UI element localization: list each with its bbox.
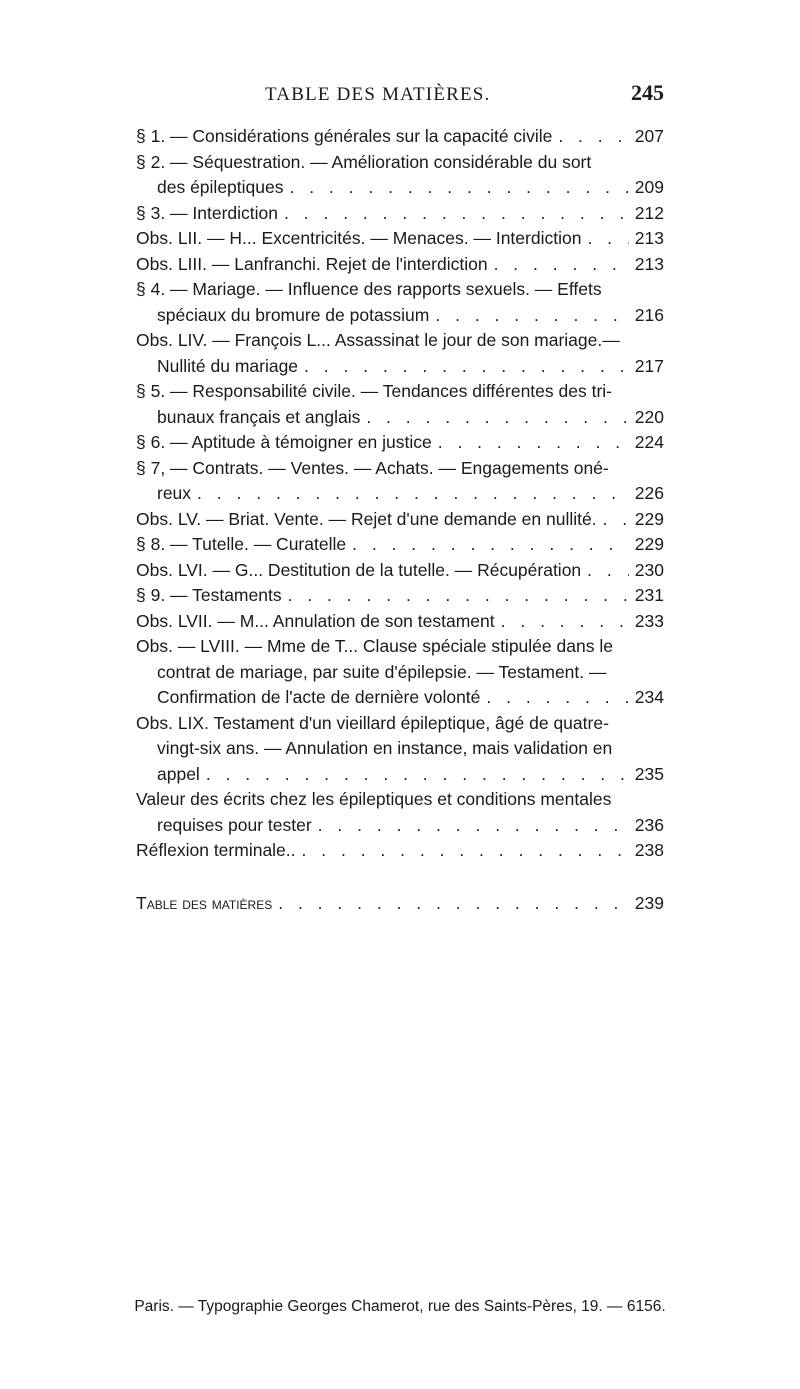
toc-entry-text: appel: [157, 763, 200, 784]
toc-entry-text: Obs. LIX. Testament d'un vieillard épileptique, âgé de quatre-: [136, 712, 609, 733]
toc-entry-line: [136, 634, 664, 660]
toc-entry-line: [136, 328, 664, 354]
toc-entry-line: [136, 379, 664, 405]
dot-leader: [494, 252, 629, 278]
toc-entry-continuation: [136, 685, 664, 711]
toc-entry-text: requises pour tester: [157, 814, 312, 835]
toc-page-number: 209: [634, 177, 664, 197]
toc-entry-line: [136, 456, 664, 482]
toc-entry-table-des-matieres: [136, 891, 664, 917]
toc-entry-line: [136, 226, 664, 252]
toc-entry-line: [136, 277, 664, 303]
toc-page-number: 213: [634, 228, 664, 248]
toc-entry-text: reux: [157, 483, 192, 503]
dot-leader: [603, 507, 629, 533]
page-number: 245: [631, 80, 664, 105]
toc-page-number: 224: [634, 432, 664, 452]
toc-entry-text: § 6. — Aptitude à témoigner en justice: [136, 432, 432, 452]
dot-leader: [304, 354, 629, 380]
toc-entry-line: [136, 507, 664, 533]
toc-page-number: 233: [634, 610, 664, 631]
toc-entry-text: § 2. — Séquestration. — Amélioration considérable du sort: [136, 151, 592, 172]
toc-entry-line: [136, 583, 664, 609]
dot-leader: [587, 226, 628, 252]
toc-entry: [136, 379, 664, 430]
dot-leader: [352, 532, 629, 558]
toc-page-number: 229: [634, 534, 664, 554]
toc-entry: [136, 201, 664, 227]
toc-entry-text: § 3. — Interdiction: [136, 202, 279, 223]
toc-page-number: 216: [634, 304, 664, 325]
toc-page-number: 234: [634, 687, 664, 707]
toc-entry: [136, 532, 664, 558]
toc-entry-text: des épileptiques: [157, 177, 284, 197]
toc-entry-text: § 5. — Responsabilité civile. — Tendances différentes des tri-: [136, 381, 612, 401]
dot-leader: [284, 201, 629, 227]
toc-entry: [136, 787, 664, 838]
toc-page-number: 207: [634, 126, 664, 146]
toc-entry-label: Table des matières: [136, 892, 273, 913]
toc-page-number: 217: [634, 355, 664, 376]
toc-entry-text: bunaux français et anglais: [157, 406, 361, 427]
toc-entry-text: § 1. — Considérations générales sur la capacité civile: [136, 126, 553, 146]
toc-entry-line: [136, 711, 664, 737]
toc-entry-continuation: [136, 303, 664, 329]
toc-entry: [136, 456, 664, 507]
toc-entry-text: Réflexion terminale..: [136, 840, 296, 860]
dot-leader: [435, 303, 628, 329]
toc-entry-line: [136, 532, 664, 558]
dot-leader: [206, 762, 629, 788]
toc-entry-continuation: [136, 405, 664, 431]
toc-entry-text: vingt-six ans. — Annulation en instance, mais validation en: [157, 738, 613, 758]
dot-leader: [501, 609, 629, 635]
toc-entry-line: [136, 252, 664, 278]
toc-entry-continuation: [136, 660, 664, 686]
dot-leader: [197, 481, 629, 507]
toc-entry-continuation: [136, 736, 664, 762]
toc-page-number: 229: [634, 508, 664, 529]
toc-entry-text: Obs. LVI. — G... Destitution de la tutelle. — Récupération: [136, 559, 582, 580]
toc-entry: [136, 277, 664, 328]
toc-entry: [136, 609, 664, 635]
toc-page-number: 220: [634, 406, 664, 427]
toc-entry-text: contrat de mariage, par suite d'épilepsie. — Testament. —: [157, 661, 607, 682]
toc-entry-text: Obs. LVII. — M... Annulation de son testament: [136, 610, 495, 631]
toc-entry-line: [136, 150, 664, 176]
toc-entry-line: [136, 787, 664, 813]
toc-entry: [136, 328, 664, 379]
toc-entry-continuation: [136, 354, 664, 380]
toc-entry: [136, 507, 664, 533]
toc-entry: [136, 226, 664, 252]
toc-entry-text: § 4. — Mariage. — Influence des rapports sexuels. — Effets: [136, 279, 602, 299]
dot-leader: [558, 124, 628, 150]
dot-leader: [289, 175, 628, 201]
toc-entry-text: § 9. — Testaments: [136, 585, 282, 605]
toc-page-number: 239: [634, 892, 664, 913]
toc-page-number: 236: [634, 814, 664, 835]
toc-entry-text: Confirmation de l'acte de dernière volonté: [157, 687, 481, 707]
toc-page-number: 213: [634, 253, 664, 274]
toc-entry-text: Obs. LIV. — François L... Assassinat le jour de son mariage.—: [136, 330, 620, 350]
dot-leader: [587, 558, 629, 584]
toc-entry-text: Obs. — LVIII. — Mme de T... Clause spéciale stipulée dans le: [136, 636, 613, 656]
toc-entry: [136, 583, 664, 609]
toc-page-number: 238: [634, 840, 664, 860]
toc-entry-line: [136, 838, 664, 864]
dot-leader: [318, 813, 629, 839]
toc-entry-line: [136, 558, 664, 584]
toc-entry-text: Obs. LII. — H... Excentricités. — Menaces. — Interdiction: [136, 228, 582, 248]
dot-leader: [302, 838, 629, 864]
toc-entry: [136, 711, 664, 788]
toc-entry: [136, 430, 664, 456]
toc-entry-continuation: [136, 813, 664, 839]
dot-leader: [486, 685, 628, 711]
dot-leader: [438, 430, 629, 456]
toc-entry-continuation: [136, 481, 664, 507]
toc-entry: [136, 634, 664, 711]
toc-entry-line: [136, 201, 664, 227]
toc-entry: [136, 252, 664, 278]
toc-page-number: 235: [634, 763, 664, 784]
toc-entry: [136, 150, 664, 201]
toc-entry-line: [136, 430, 664, 456]
toc-page-number: 226: [634, 483, 664, 503]
toc-entry: [136, 124, 664, 150]
dot-leader: [366, 405, 628, 431]
toc-entry-continuation: [136, 762, 664, 788]
running-head: [0, 80, 800, 114]
running-head-title: TABLE DES MATIÈRES.: [265, 84, 491, 105]
toc-entry-text: Obs. LV. — Briat. Vente. — Rejet d'une demande en nullité.: [136, 508, 597, 529]
toc-entry-text: spéciaux du bromure de potassium: [157, 304, 430, 325]
toc-entry-line: [136, 609, 664, 635]
toc-page-number: 231: [634, 585, 664, 605]
toc-entry-text: Nullité du mariage: [157, 355, 299, 376]
toc-entry-text: Valeur des écrits chez les épileptiques et conditions mentales: [136, 789, 612, 809]
toc-page-number: 212: [634, 202, 664, 223]
printer-imprint: Paris. — Typographie Georges Chamerot, rue des Saints-Pères, 19. — 6156.: [134, 1298, 666, 1315]
toc-entry-text: § 8. — Tutelle. — Curatelle: [136, 534, 347, 554]
toc-entry-line: [136, 124, 664, 150]
dot-leader: [278, 891, 629, 917]
toc-entry: [136, 838, 664, 864]
dot-leader: [288, 583, 629, 609]
toc-entry-text: Obs. LIII. — Lanfranchi. Rejet de l'interdiction: [136, 253, 488, 274]
table-of-contents: [136, 124, 664, 916]
toc-entry: [136, 558, 664, 584]
toc-entry-text: § 7, — Contrats. — Ventes. — Achats. — Engagements oné-: [136, 457, 609, 478]
toc-entry-continuation: [136, 175, 664, 201]
toc-page-number: 230: [634, 559, 664, 580]
